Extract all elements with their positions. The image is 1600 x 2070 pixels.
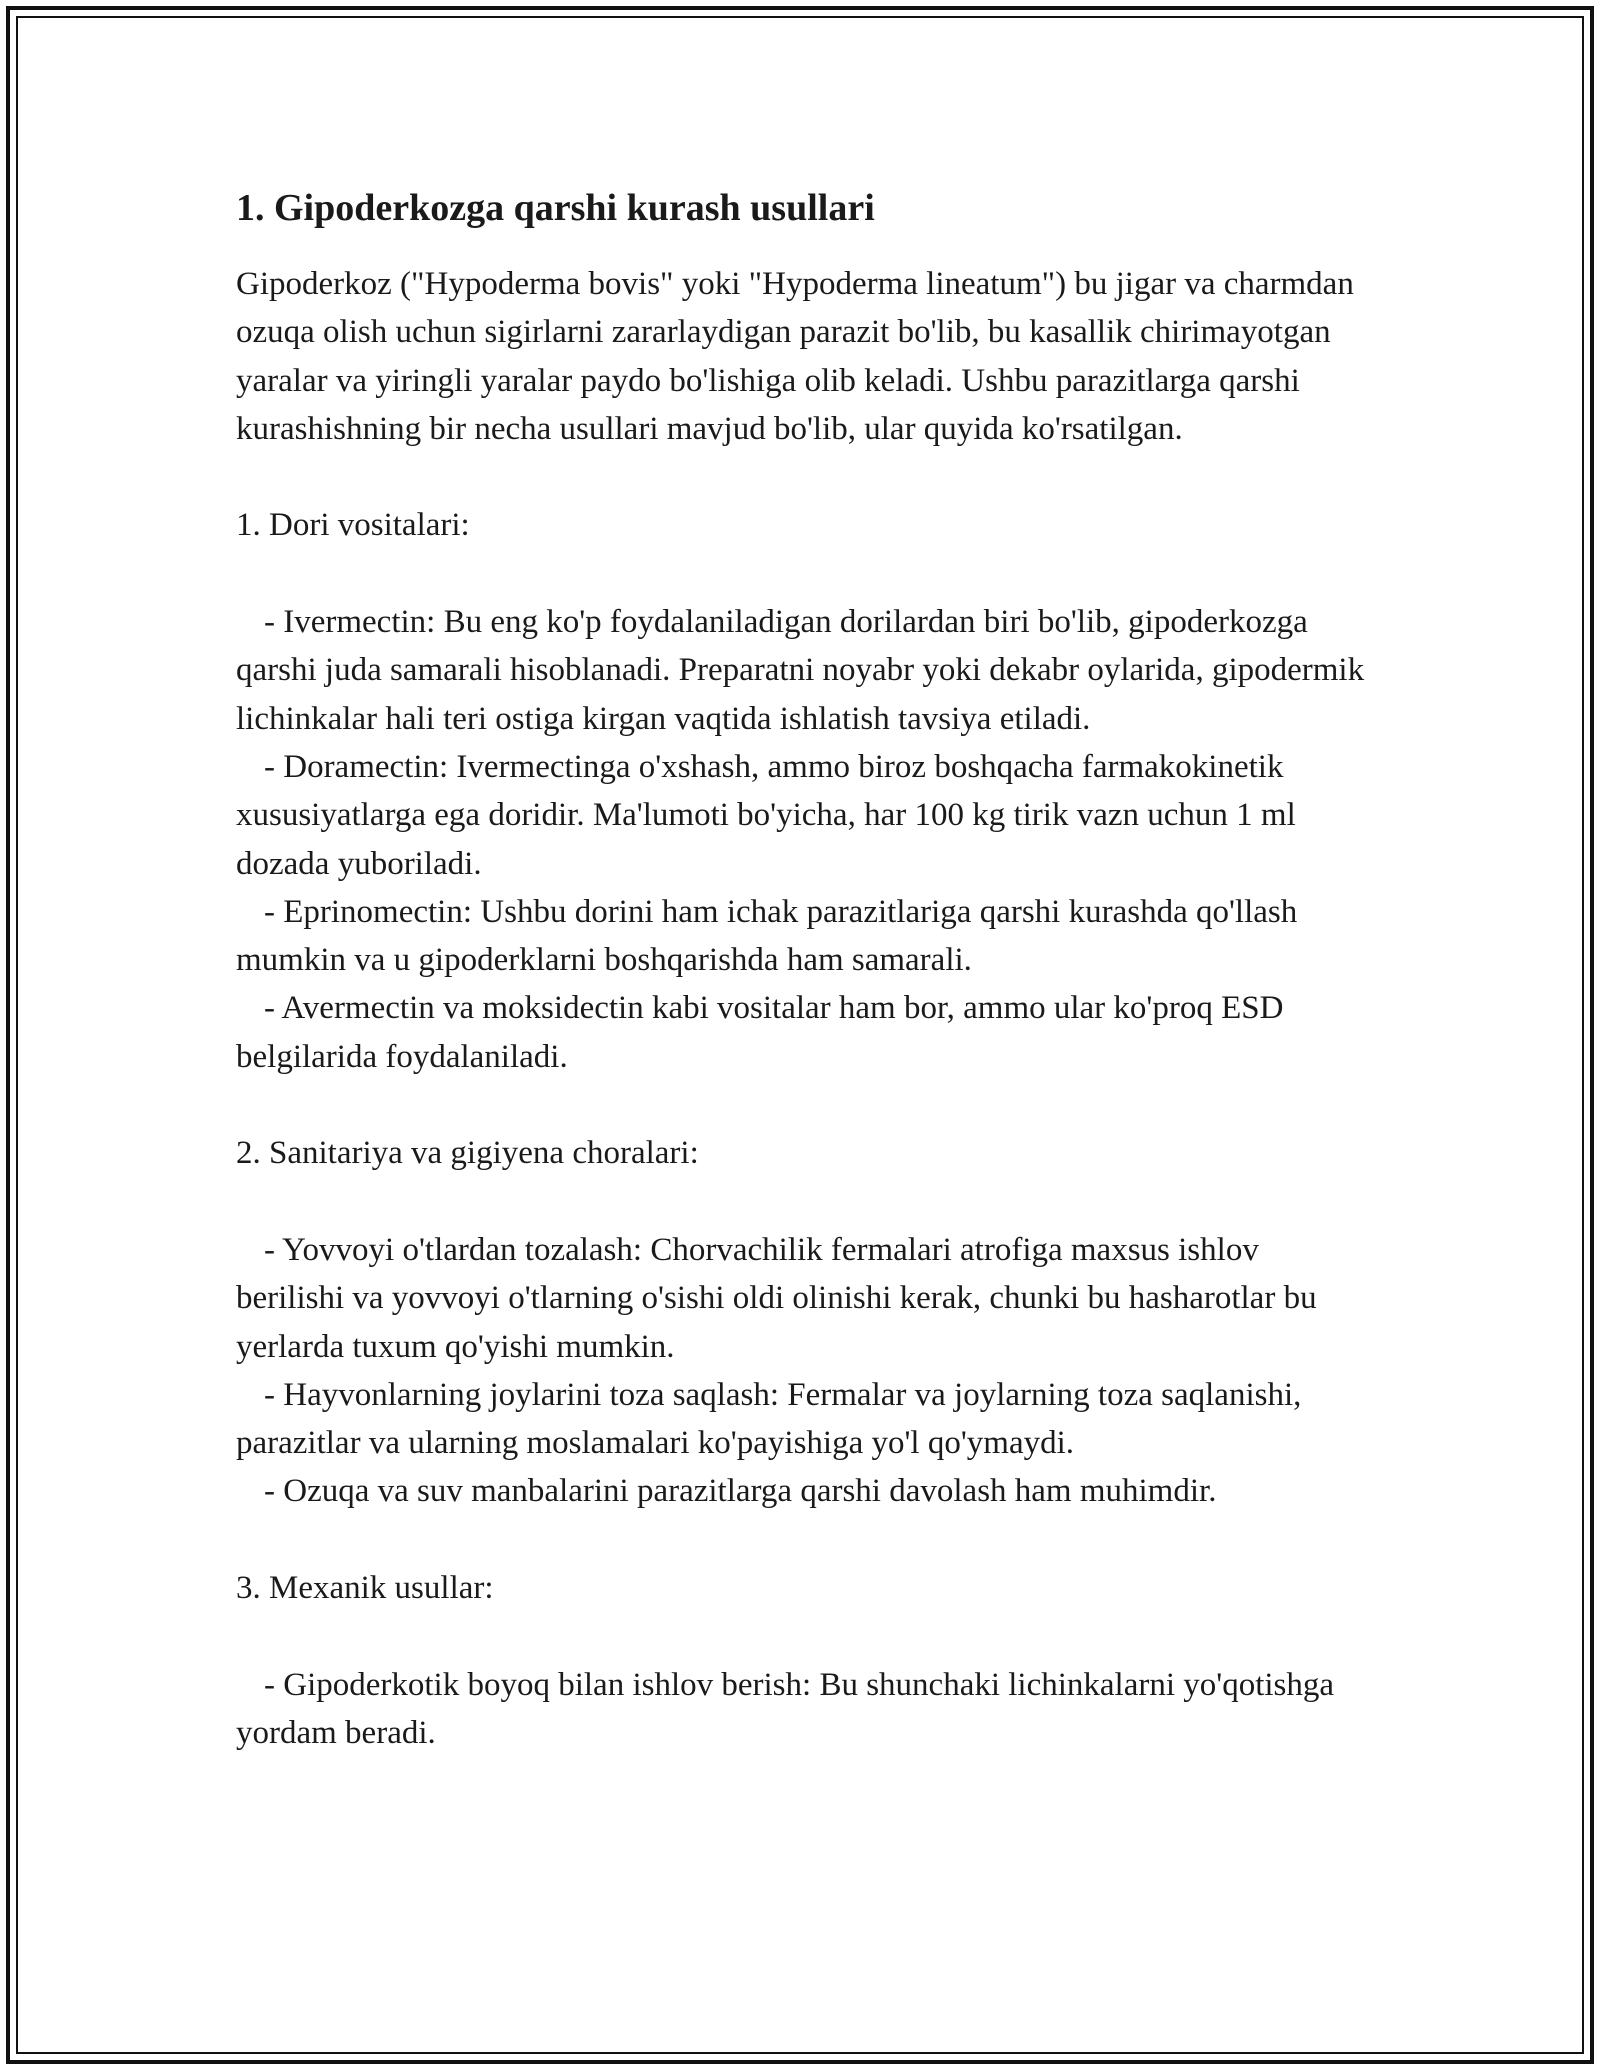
spacer <box>236 453 1366 501</box>
spacer <box>236 1612 1366 1660</box>
list-item: - Avermectin va moksidectin kabi vositalar ham bor, ammo ular ko'proq ESD belgilarida foydalaniladi. <box>236 990 1284 1075</box>
intro-paragraph: Gipoderkoz ("Hypoderma bovis" yoki "Hypoderma lineatum") bu jigar va charmdan ozuqa olish uchun sigirlarni zararlaydigan parazit bo'lib, bu kasallik chirimayotgan yaralar va yiringli yaralar paydo bo'lishiga olib keladi. Ushbu parazitlarga qarshi kurashishning bir necha usullari mavjud bo'lib, ular quyida ko'rsatilgan. <box>236 266 1354 447</box>
list-item: - Gipoderkotik boyoq bilan ishlov berish: Bu shunchaki lichinkalarni yo'qotishga yordam beradi. <box>236 1666 1335 1751</box>
list-item: - Ozuqa va suv manbalarini parazitlarga qarshi davolash ham muhimdir. <box>264 1473 1217 1510</box>
list-item: - Yovvoyi o'tlardan tozalash: Chorvachilik fermalari atrofiga maxsus ishlov berilishi va yovvoyi o'tlarning o'sishi oldi olinishi kerak, chunki bu hasharotlar bu yerlarda tuxum qo'yishi mumkin. <box>236 1231 1317 1365</box>
document-title: 1. Gipoderkozga qarshi kurash usullari <box>236 187 875 229</box>
list-item: - Ivermectin: Bu eng ko'p foydalaniladigan dorilardan biri bo'lib, gipoderkozga qarshi juda samarali hisoblanadi. Preparatni noyabr yoki dekabr oylarida, gipodermik lichinkalar hali teri ostiga kirgan vaqtida ishlatish tavsiya etiladi. <box>236 604 1365 737</box>
list-item: - Doramectin: Ivermectinga o'xshash, ammo biroz boshqacha farmakokinetik xususiyatlarga ega doridir. Ma'lumoti bo'yicha, har 100 kg tirik vazn uchun 1 ml dozada yuboriladi. <box>236 748 1296 882</box>
list-item: - Hayvonlarning joylarini toza saqlash: Fermalar va joylarning toza saqlanishi, parazitlar va ularning moslamalari ko'payishiga yo'l qo'ymaydi. <box>236 1376 1302 1462</box>
spacer <box>236 1516 1366 1564</box>
document-body <box>236 186 1366 1757</box>
spacer <box>236 1178 1366 1226</box>
spacer <box>236 1081 1366 1129</box>
section-heading-sanitation: 2. Sanitariya va gigiyena choralari: <box>236 1135 699 1172</box>
section-heading-mechanical: 3. Mexanik usullar: <box>236 1570 494 1607</box>
spacer <box>236 550 1366 598</box>
list-item: - Eprinomectin: Ushbu dorini ham ichak parazitlariga qarshi kurashda qo'llash mumkin va u gipoderklarni boshqarishda ham samarali. <box>236 893 1298 979</box>
section-heading-medicines: 1. Dori vositalari: <box>236 507 470 544</box>
